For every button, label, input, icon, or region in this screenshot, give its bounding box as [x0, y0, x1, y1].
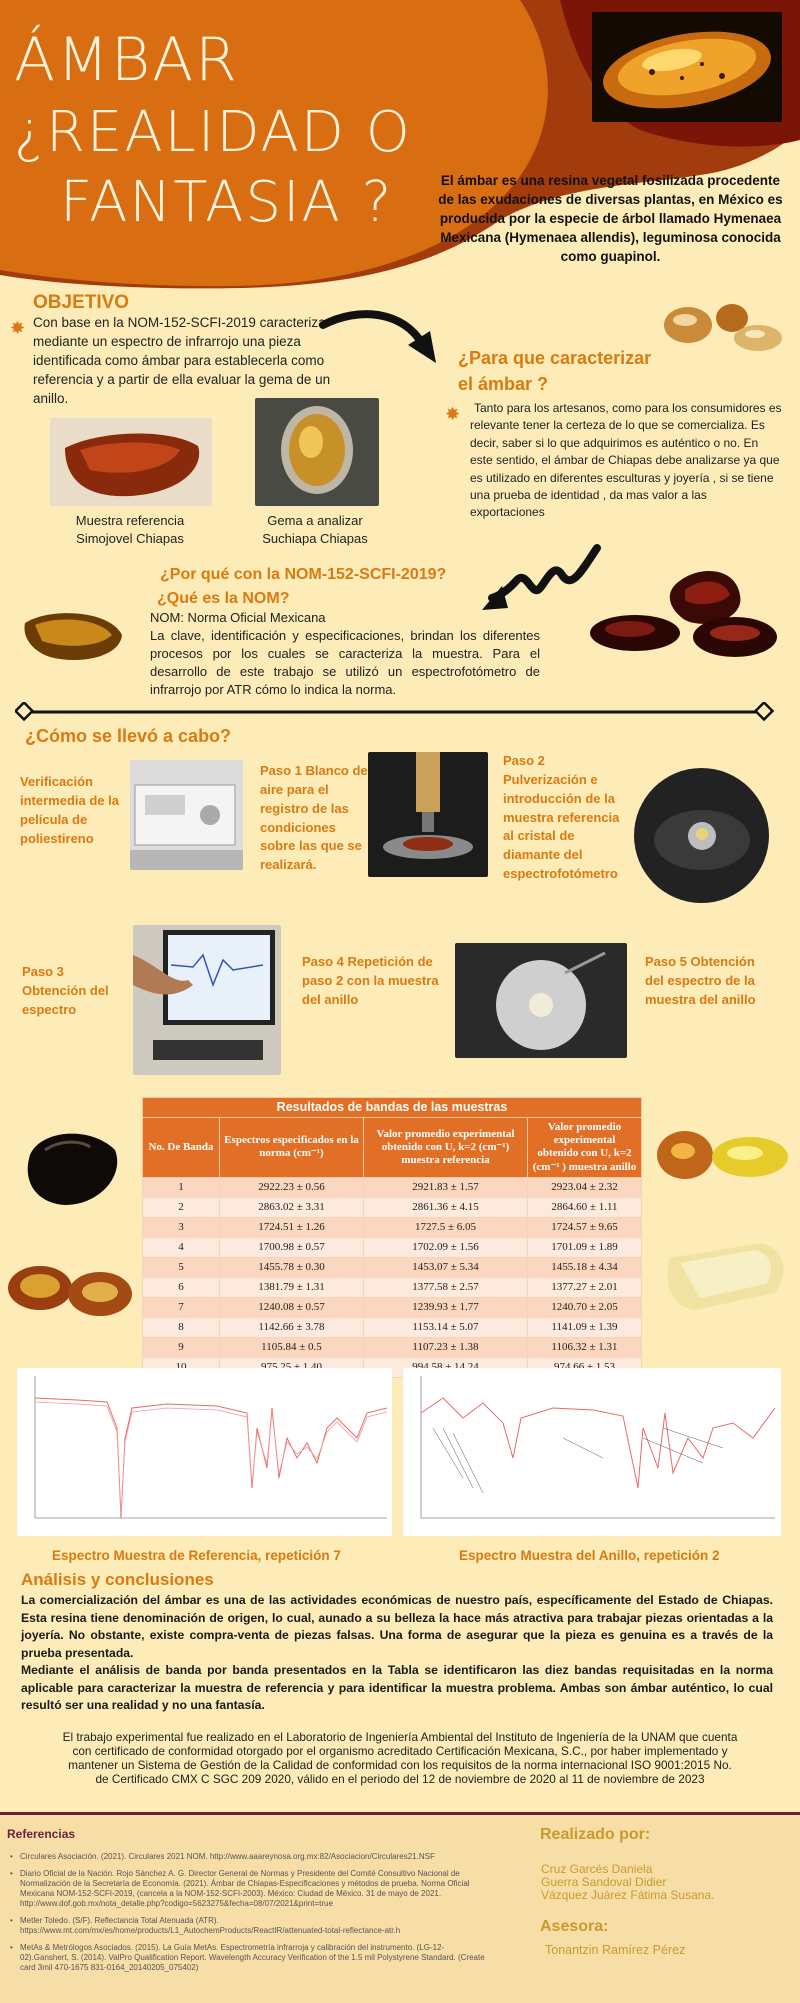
title-line2: ¿REALIDAD O	[14, 100, 412, 165]
table-cell: 5	[143, 1257, 220, 1277]
amber-piece-image	[20, 605, 128, 665]
table-cell: 1377.58 ± 2.57	[364, 1277, 528, 1297]
como-heading: ¿Cómo se llevó a cabo?	[25, 726, 232, 746]
table-row	[143, 1277, 642, 1297]
reference-item: • Metler Toledo. (S/F). Reflectancia Total Atenuada (ATR). https://www.mt.com/mx/es/home/products/L1_AutochemProducts/ReactIR/attenuated-total-reflectance-atr.h	[8, 1916, 493, 1936]
reference-spectrum-caption: Espectro Muestra de Referencia, repetición 7	[52, 1548, 341, 1563]
table-cell: 1141.09 ± 1.39	[528, 1317, 642, 1337]
table-cell: 1724.57 ± 9.65	[528, 1217, 642, 1237]
table-cell: 1455.18 ± 4.34	[528, 1257, 642, 1277]
amber-stones-image	[660, 300, 785, 355]
analisis-paragraph2: Mediante el análisis de banda por banda presentados en la Tabla se identificaron las diez bandas requisitadas en la norma aplicable para caracterizar la muestra de referencia y para identificar la muestra problema. Ambas son ámbar auténtico, lo cual resultó ser una realidad y no una fantasía.	[21, 1663, 773, 1713]
table-cell: 1727.5 ± 6.05	[364, 1217, 528, 1237]
table-cell: 6	[143, 1277, 220, 1297]
amber-with-insects-image	[592, 12, 782, 122]
sun-bullet-icon: ✸	[10, 318, 26, 338]
table-cell: 2	[143, 1197, 220, 1217]
table-cell: 2922.23 ± 0.56	[220, 1177, 364, 1197]
spectrometer-image	[130, 760, 243, 870]
verificacion-text: Verificación intermedia de la película de poliestireno	[20, 774, 119, 846]
table-row	[143, 1317, 642, 1337]
paso3-text: Paso 3 Obtención del espectro	[22, 964, 109, 1017]
table-row	[143, 1297, 642, 1317]
table-caption: Resultados de bandas de las muestras	[143, 1098, 642, 1118]
para-que-heading-line1: ¿Para que caracterizar	[458, 348, 652, 368]
reference-item: • Diario Oficial de la Nación. Rojo Sánchez A. G. Director General de Normas y Presidente del Comité Consultivo Nacional de Normalización de la Secretaría de Economía. (2021). Ámbar de Chiapas-Especificaciones y métodos de prueba. Norma Oficial Mexicana NOM-152-SCFI-2019, (cancela a la NOM-152-SCFI-2003). México: Ciudad de México. 31 de mayo de 2021. http://www.dof.gob.mx/nota_detalle.php?codigo=5623275&fecha=08/07/2021&print=true	[8, 1869, 493, 1909]
ring-sample-crystal-image	[455, 943, 627, 1058]
table-cell: 8	[143, 1317, 220, 1337]
table-cell: 1239.93 ± 1.77	[364, 1297, 528, 1317]
lab-certification-text: El trabajo experimental fue realizado en el Laboratorio de Ingeniería Ambiental del Instituto de Ingeniería de la UNAM que cuenta con certificado de conformidad otorgado por el organismo acreditado Certificación Mexicana, S.C., por haber implementado y mantener un Sistema de Gestión de la Calidad de conformidad con los requisitos de la norma internacional ISO 9001:2015 No. de Certificado CMX C SGC 209 2020, válido en el periodo del 12 de noviembre de 2020 al 11 de noviembre de 2023	[62, 1730, 738, 1787]
analisis-paragraph1: La comercialización del ámbar es una de las actividades económicas de nuestro país, específicamente del Estado de Chiapas. Esta resina tiene denominación de origen, lo cual, aunado a su belleza la hace más atractiva para trabajar piezas orientadas a la joyería. No obstante, existe compra-venta de piezas falsas. Una forma de asegurar que la pieza es genuina es a través de la prueba presentada.	[21, 1593, 773, 1661]
diamond-crystal-image	[368, 752, 488, 877]
table-cell: 1701.09 ± 1.89	[528, 1237, 642, 1257]
table-cell: 1106.32 ± 1.31	[528, 1337, 642, 1357]
yellow-amber-image	[655, 1125, 790, 1185]
table-cell: 9	[143, 1337, 220, 1357]
paso5-text: Paso 5 Obtención del espectro de la muestra del anillo	[645, 954, 756, 1007]
table-cell: 1455.78 ± 0.30	[220, 1257, 364, 1277]
spectrum-monitor-image	[133, 925, 281, 1075]
table-cell: 1	[143, 1177, 220, 1197]
table-header: Valor promedio experimental obtenido con U, k=2 (cm⁻¹) muestra referencia	[364, 1118, 528, 1178]
table-header: Valor promedio experimental obtenido con U, k=2 (cm⁻¹ ) muestra anillo	[528, 1118, 642, 1178]
realizado-heading: Realizado por:	[540, 1826, 651, 1843]
nom-definition: NOM: Norma Oficial Mexicana	[150, 610, 326, 625]
table-cell: 2921.83 ± 1.57	[364, 1177, 528, 1197]
crystal-closeup-image	[634, 768, 769, 903]
ring-caption-line1: Gema a analizar	[267, 513, 363, 528]
table-cell: 1240.08 ± 0.57	[220, 1297, 364, 1317]
table-cell: 1700.98 ± 0.57	[220, 1237, 364, 1257]
table-cell: 1377.27 ± 2.01	[528, 1277, 642, 1297]
table-cell: 2861.36 ± 4.15	[364, 1197, 528, 1217]
dark-amber-pieces-image	[585, 565, 785, 665]
intro-text: El ámbar es una resina vegetal fosilizada procedente de las exudaciones de diversas plantas, en México es producida por la especie de árbol llamado Hymenaea Mexicana (Hymenaea allendis), leguminosa conocida como guapinol.	[438, 173, 783, 264]
ring-spectrum-caption: Espectro Muestra del Anillo, repetición 2	[459, 1548, 720, 1563]
table-cell: 1105.84 ± 0.5	[220, 1337, 364, 1357]
para-que-text: Tanto para los artesanos, como para los consumidores es relevante tener la certeza de lo que se comercializa. Es decir, saber si lo que adquirimos es auténtico o no. En este sentido, el ámbar de Chiapas debe analizarse ya que es utilizado en diferentes esculturas y joyería , si se tiene una prueba de identidad , da mas valor a las exportaciones	[470, 401, 782, 520]
ring-caption-line2: Suchiapa Chiapas	[262, 531, 368, 546]
table-cell: 1142.66 ± 3.78	[220, 1317, 364, 1337]
results-table	[142, 1097, 642, 1378]
references-list	[8, 1852, 493, 1980]
references-heading: Referencias	[7, 1827, 76, 1841]
table-cell: 7	[143, 1297, 220, 1317]
table-row	[143, 1257, 642, 1277]
table-header: No. De Banda	[143, 1118, 220, 1178]
table-row	[143, 1237, 642, 1257]
ring-spectrum-chart	[403, 1368, 781, 1536]
table-cell: 1153.14 ± 5.07	[364, 1317, 528, 1337]
table-row	[143, 1197, 642, 1217]
table-cell: 1381.79 ± 1.31	[220, 1277, 364, 1297]
title-line3: FANTASIA ?	[60, 170, 394, 235]
paso4-text: Paso 4 Repetición de paso 2 con la muestra del anillo	[302, 954, 439, 1007]
table-cell: 1240.70 ± 2.05	[528, 1297, 642, 1317]
divider-line	[15, 702, 775, 722]
paso1-text: Paso 1 Blanco de aire para el registro de las condiciones sobre las que se realizará.	[260, 763, 368, 873]
curved-arrow-icon	[318, 305, 448, 375]
orange-amber-slabs-image	[5, 1260, 135, 1320]
que-es-nom-heading: ¿Qué es la NOM?	[157, 590, 290, 607]
objetivo-text: Con base en la NOM-152-SCFI-2019 caracterizar mediante un espectro de infrarrojo una pieza identificada como ámbar para establecerla como referencia y a partir de ella evaluar la gema de un anillo.	[33, 315, 331, 406]
squiggly-arrow-icon	[472, 540, 602, 620]
reference-sample-image	[50, 418, 212, 506]
table-cell: 4	[143, 1237, 220, 1257]
table-cell: 2923.04 ± 2.32	[528, 1177, 642, 1197]
table-body	[143, 1177, 642, 1377]
asesora-heading: Asesora:	[540, 1918, 609, 1935]
table-cell: 1724.51 ± 1.26	[220, 1217, 364, 1237]
table-cell: 1702.09 ± 1.56	[364, 1237, 528, 1257]
reference-item: • Circulares Asociación. (2021). Circulares 2021 NOM. http://www.aaareynosa.org.mx:82/Asociacion/Circulares21.NSF	[8, 1852, 493, 1862]
asesora-name: Tonantzin Ramírez Pérez	[545, 1943, 686, 1957]
table-cell: 3	[143, 1217, 220, 1237]
para-que-heading-line2: el ámbar ?	[458, 374, 549, 394]
results-table-wrapper	[142, 1097, 642, 1378]
reference-caption-line1: Muestra referencia	[75, 513, 185, 528]
nom-text: La clave, identificación y especificaciones, brindan los diferentes procesos por los cuales se caracteriza la muestra. Para el desarrollo de este trabajo se utilizó un espectrofotómetro de infrarrojo por ATR cómo lo indica la norma.	[150, 628, 540, 697]
paso2-text: Paso 2 Pulverización e introducción de la muestra referencia al cristal de diamante del espectrofotómetro	[503, 753, 620, 882]
analisis-heading: Análisis y conclusiones	[21, 1570, 214, 1589]
objetivo-heading: OBJETIVO	[33, 292, 130, 313]
black-amber-image	[20, 1125, 125, 1210]
table-row	[143, 1177, 642, 1197]
pale-amber-slab-image	[660, 1238, 790, 1313]
ring-gem-image	[255, 398, 379, 506]
author-name: Guerra Sandoval Didier	[541, 1875, 667, 1889]
reference-caption-line2: Simojovel Chiapas	[76, 531, 184, 546]
table-row	[143, 1337, 642, 1357]
table-cell: 2864.60 ± 1.11	[528, 1197, 642, 1217]
author-name: Vázquez Juárez Fátima Susana.	[541, 1888, 715, 1902]
table-row	[143, 1217, 642, 1237]
nom-heading: ¿Por qué con la NOM-152-SCFI-2019?	[160, 566, 447, 583]
table-cell: 1453.07 ± 5.34	[364, 1257, 528, 1277]
sun-bullet-icon: ✸	[445, 404, 461, 424]
title-line1: ÁMBAR	[14, 25, 239, 95]
table-header: Espectros especificados en la norma (cm⁻¹)	[220, 1118, 364, 1178]
table-cell: 2863.02 ± 3.31	[220, 1197, 364, 1217]
reference-spectrum-chart	[17, 1368, 392, 1536]
author-name: Cruz Garcés Daniela	[541, 1862, 653, 1876]
reference-item: • MetAs & Metrólogos Asociados. (2015). La Guía MetAs. Espectrometría infrarroja y calibración del instrumento. (LG-12-02).Ganshert, S. (2014). ValPro Qualification Report. Wavelength Accuracy Verification of the 1.5 mil Polystyrene Standard. (Create card 3mil 470-1675 831-0164_20140205_075402)	[8, 1943, 493, 1973]
table-cell: 1107.23 ± 1.38	[364, 1337, 528, 1357]
